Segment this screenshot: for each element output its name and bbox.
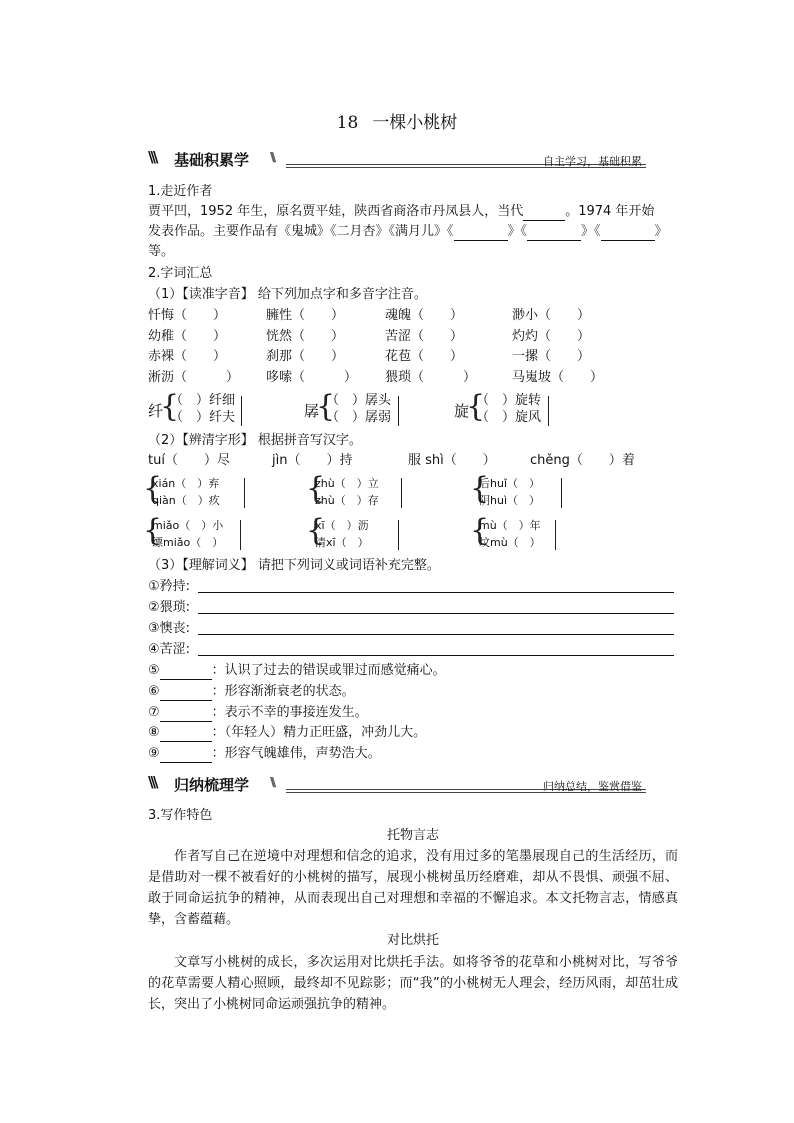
answer-blank[interactable] bbox=[523, 206, 565, 221]
brace-icon: { bbox=[466, 389, 486, 424]
banner-slash-icon: \\\ bbox=[148, 773, 156, 791]
text: 》《 bbox=[507, 224, 528, 239]
pinyin-write-item: zhù（ ）立 bbox=[315, 477, 379, 490]
answer-blank[interactable] bbox=[160, 665, 212, 680]
text: 》 bbox=[654, 224, 668, 239]
fill-item bbox=[148, 683, 355, 701]
pinyin-item: 赤裸（ ） bbox=[148, 349, 227, 364]
feature-heading: 对比烘托 bbox=[386, 933, 439, 948]
pinyin-item: 灼灼（ ） bbox=[512, 329, 591, 344]
pinyin-write-item: qiàn（ ）疚 bbox=[152, 494, 220, 507]
polyphone-option: （ ）孱弱 bbox=[326, 410, 392, 425]
pinyin-write-item: 缥miǎo（ ） bbox=[152, 536, 224, 549]
feature-heading: 托物言志 bbox=[386, 828, 439, 843]
answer-blank[interactable] bbox=[601, 226, 655, 241]
pinyin-write-item: chěng（ ）着 bbox=[530, 453, 635, 468]
pinyin-write-item: xián（ ）弃 bbox=[152, 477, 220, 490]
pinyin-write-item: 清xī（ ） bbox=[315, 536, 369, 549]
banner-slash-icon: \\\ bbox=[148, 148, 156, 166]
item-number: ⑦ bbox=[148, 705, 160, 720]
brace-close bbox=[548, 396, 549, 426]
text: 。1974 年开始 bbox=[565, 204, 655, 219]
definition-label: ②猥琐: bbox=[148, 600, 191, 615]
definition-label: ④苦涩: bbox=[148, 642, 191, 657]
definition-label: ①矜持: bbox=[148, 579, 191, 594]
pinyin-write-item: xī（ ）沥 bbox=[315, 519, 369, 532]
text: 等。 bbox=[148, 244, 175, 259]
pinyin-item: 忏悔（ ） bbox=[148, 308, 227, 323]
polyphone-option: （ ）旋风 bbox=[476, 410, 542, 425]
brace-close bbox=[401, 478, 402, 508]
banner-slash-small-icon: \\\ bbox=[270, 775, 274, 789]
item-number: ⑤ bbox=[148, 663, 160, 678]
polyphone-char: 孱 bbox=[304, 402, 320, 420]
brace-close bbox=[398, 520, 399, 550]
item-number: ⑥ bbox=[148, 684, 160, 699]
item-text: ：形容气魄雄伟，声势浩大。 bbox=[211, 746, 381, 761]
pinyin-write-item: jìn（ ）持 bbox=[272, 453, 353, 468]
author-intro-line bbox=[148, 203, 654, 221]
pinyin-item: 哆嗦（ ） bbox=[266, 370, 358, 385]
item-text: ：（年轻人）精力正旺盛，冲劲儿大。 bbox=[211, 725, 427, 740]
brace-icon: { bbox=[143, 471, 163, 506]
pinyin-write-item: tuí（ ）尽 bbox=[148, 453, 230, 468]
answer-line[interactable] bbox=[198, 634, 674, 635]
item-text: ：形容渐渐衰老的状态。 bbox=[211, 684, 355, 699]
brace-icon: { bbox=[306, 471, 326, 506]
item-text: ：表示不幸的事接连发生。 bbox=[211, 705, 368, 720]
subsection-heading: （2）【辨清字形】 根据拼音写汉字。 bbox=[148, 433, 362, 448]
section-heading: 2.字词汇总 bbox=[148, 266, 213, 281]
polyphone-char: 旋 bbox=[454, 402, 470, 420]
banner-title: 基础积累学 bbox=[174, 151, 250, 169]
brace-close bbox=[398, 396, 399, 426]
brace-icon: { bbox=[470, 513, 490, 548]
item-number: ⑨ bbox=[148, 746, 160, 761]
pinyin-write-item: 坟mù（ ） bbox=[479, 536, 541, 549]
pinyin-write-item: 阴huì（ ） bbox=[479, 494, 540, 507]
polyphone-option: （ ）纤细 bbox=[170, 393, 236, 408]
page-title bbox=[0, 108, 794, 133]
brace-close bbox=[561, 478, 562, 508]
banner-slash-small-icon: \\\ bbox=[270, 150, 274, 164]
brace-close bbox=[241, 396, 242, 426]
answer-blank[interactable] bbox=[160, 727, 212, 742]
pinyin-write-item: mù（ ）年 bbox=[479, 519, 541, 532]
pinyin-write-item: zhù（ ）存 bbox=[315, 494, 379, 507]
text: 发表作品。主要作品有《鬼城》《二月杏》《满月儿》《 bbox=[148, 224, 454, 239]
brace-close bbox=[240, 520, 241, 550]
lesson-number: 18 bbox=[336, 113, 359, 133]
banner-title: 归纳梳理学 bbox=[174, 776, 250, 794]
subsection-heading: （1）【读准字音】 给下列加点字和多音字注音。 bbox=[148, 287, 427, 302]
pinyin-item: 苦涩（ ） bbox=[385, 329, 464, 344]
definition-label: ③懊丧: bbox=[148, 621, 191, 636]
pinyin-item: 一摞（ ） bbox=[512, 349, 591, 364]
section-heading: 3.写作特色 bbox=[148, 808, 213, 823]
pinyin-item: 淅沥（ ） bbox=[148, 370, 240, 385]
brace-icon: { bbox=[143, 513, 163, 548]
paragraph: 作者写自己在逆境中对理想和信念的追求，没有用过多的笔墨展现自己的生活经历，而是借助对一棵不被看好的小桃树的描写，展现小桃树虽历经磨难，却从不畏惧、顽强不屈、敢于同命运抗争的精神，从而表现出自己对理想和幸福的不懈追求。本文托物言志，情感真挚，含蓄蕴藉。 bbox=[148, 849, 678, 927]
brace-icon: { bbox=[306, 513, 326, 548]
section-banner-basics bbox=[148, 146, 646, 172]
answer-blank[interactable] bbox=[160, 748, 212, 763]
polyphone-option: （ ）孱头 bbox=[326, 393, 392, 408]
pinyin-item: 魂魄（ ） bbox=[385, 308, 464, 323]
fill-item bbox=[148, 745, 381, 763]
pinyin-write-item: 后huǐ（ ） bbox=[479, 477, 540, 490]
pinyin-item: 恍然（ ） bbox=[266, 329, 345, 344]
text: 贾平凹，1952 年生，原名贾平娃，陕西省商洛市丹凤县人，当代 bbox=[148, 204, 524, 219]
answer-blank[interactable] bbox=[160, 707, 212, 722]
pinyin-item: 幼稚（ ） bbox=[148, 329, 227, 344]
paragraph: 文章写小桃树的成长，多次运用对比烘托手法。如将爷爷的花草和小桃树对比，写爷爷的花草需要人精心照顾，最终却不见踪影；而“我”的小桃树无人理会，经历风雨，却茁壮成长，突出了小桃树同命运顽强抗争的精神。 bbox=[148, 955, 678, 1012]
brace-icon: { bbox=[470, 471, 490, 506]
section-heading: 1.走近作者 bbox=[148, 184, 213, 199]
author-works-line bbox=[148, 223, 668, 241]
polyphone-char: 纤 bbox=[148, 402, 164, 420]
brace-close bbox=[555, 520, 556, 550]
pinyin-item: 猥琐（ ） bbox=[385, 370, 477, 385]
subsection-heading: （3）【理解词义】 请把下列词义或词语补充完整。 bbox=[148, 558, 440, 573]
answer-blank[interactable] bbox=[454, 226, 508, 241]
item-number: ⑧ bbox=[148, 725, 160, 740]
lesson-title: 一棵小桃树 bbox=[372, 113, 458, 133]
fill-item bbox=[148, 662, 446, 680]
answer-line[interactable] bbox=[198, 613, 674, 614]
polyphone-option: （ ）旋转 bbox=[476, 393, 542, 408]
brace-icon: { bbox=[316, 389, 336, 424]
pinyin-item: 马嵬坡（ ） bbox=[512, 370, 604, 385]
fill-item bbox=[148, 704, 368, 722]
section-banner-summary bbox=[148, 771, 646, 797]
banner-subtitle: 归纳总结，鉴赏借鉴 bbox=[543, 780, 642, 793]
brace-close bbox=[244, 478, 245, 508]
brace-icon: { bbox=[160, 389, 180, 424]
answer-line[interactable] bbox=[198, 655, 674, 656]
answer-line[interactable] bbox=[198, 592, 674, 593]
item-text: ：认识了过去的错误或罪过而感觉痛心。 bbox=[211, 663, 446, 678]
answer-blank[interactable] bbox=[160, 686, 212, 701]
text: 》《 bbox=[581, 224, 601, 239]
polyphone-option: （ ）纤夫 bbox=[170, 410, 236, 425]
pinyin-item: 刹那（ ） bbox=[266, 349, 345, 364]
answer-blank[interactable] bbox=[527, 226, 581, 241]
pinyin-item: 渺小（ ） bbox=[512, 308, 591, 323]
pinyin-item: 花苞（ ） bbox=[385, 349, 464, 364]
pinyin-write-item: miǎo（ ）小 bbox=[152, 519, 224, 532]
fill-item bbox=[148, 724, 426, 742]
banner-subtitle: 自主学习，基础积累 bbox=[543, 155, 642, 168]
pinyin-write-item: 服 shì（ ） bbox=[408, 453, 496, 468]
pinyin-item: 臃性（ ） bbox=[266, 308, 345, 323]
